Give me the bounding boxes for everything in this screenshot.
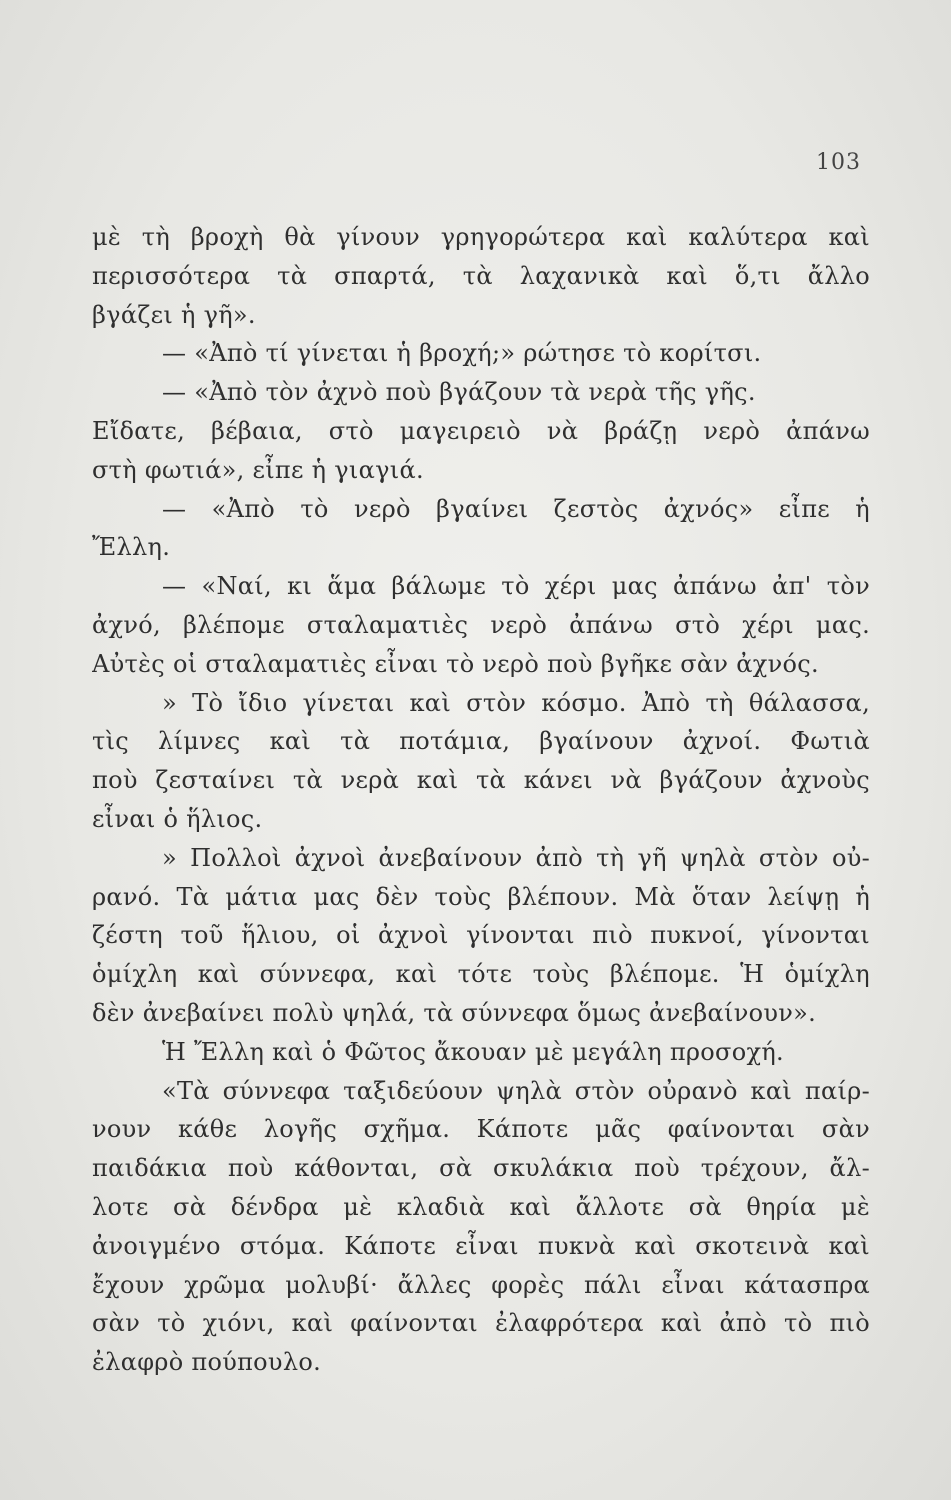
- page-number: 103: [816, 150, 861, 175]
- text-line: Αὐτὲς οἱ σταλαματιὲς εἶναι τὸ νερὸ ποὺ βγῆκε σὰν ἀχνός.: [92, 649, 819, 678]
- text-line: — «Ἀπὸ τὸ νερὸ βγαίνει ζεστὸς ἀχνός» εἶπε ἡ: [162, 494, 870, 523]
- text-line: ἀχνό, βλέπομε σταλαματιὲς νερὸ ἀπάνω στὸ χέρι μας.: [92, 610, 870, 639]
- text-line: περισσότερα τὰ σπαρτά, τὰ λαχανικὰ καὶ ὅ,τι ἄλλο: [92, 261, 870, 290]
- text-line: — «Ἀπὸ τί γίνεται ἡ βροχή;» ρώτησε τὸ κορίτσι.: [162, 339, 762, 368]
- text-line: δὲν ἀνεβαίνει πολὺ ψηλά, τὰ σύννεφα ὅμως ἀνεβαίνουν».: [92, 998, 817, 1027]
- text-line: ρανό. Τὰ μάτια μας δὲν τοὺς βλέπουν. Μὰ ὅταν λείψῃ ἡ: [92, 882, 870, 911]
- text-line: ἐλαφρὸ πούπουλο.: [92, 1348, 322, 1377]
- text-line: βγάζει ἡ γῆ».: [92, 300, 256, 329]
- text-line: ἔχουν χρῶμα μολυβί· ἄλλες φορὲς πάλι εἶναι κάτασπρα: [92, 1270, 870, 1299]
- text-line: στὴ φωτιά», εἶπε ἡ γιαγιά.: [92, 455, 424, 484]
- text-line: «Τὰ σύννεφα ταξιδεύουν ψηλὰ στὸν οὐρανὸ καὶ παίρ-: [162, 1076, 870, 1105]
- text-line: Ἔλλη.: [92, 533, 171, 562]
- text-line: ποὺ ζεσταίνει τὰ νερὰ καὶ τὰ κάνει νὰ βγάζουν ἀχνοὺς: [92, 766, 870, 795]
- text-line: » Πολλοὶ ἀχνοὶ ἀνεβαίνουν ἀπὸ τὴ γῆ ψηλὰ στὸν οὐ-: [162, 843, 870, 872]
- text-line: Ἡ Ἔλλη καὶ ὁ Φῶτος ἄκουαν μὲ μεγάλη προσοχή.: [162, 1037, 784, 1066]
- body-text: [92, 218, 870, 1382]
- text-line: μὲ τὴ βροχὴ θὰ γίνουν γρηγορώτερα καὶ καλύτερα καὶ: [92, 223, 870, 251]
- text-line: νουν κάθε λογῆς σχῆμα. Κάποτε μᾶς φαίνονται σὰν: [92, 1115, 870, 1144]
- text-line: — «Ναί, κι ἅμα βάλωμε τὸ χέρι μας ἀπάνω ἀπ' τὸν: [162, 572, 870, 601]
- text-line: σὰν τὸ χιόνι, καὶ φαίνονται ἐλαφρότερα καὶ ἀπὸ τὸ πιὸ: [92, 1309, 870, 1338]
- text-line: παιδάκια ποὺ κάθονται, σὰ σκυλάκια ποὺ τρέχουν, ἄλ-: [92, 1154, 870, 1183]
- text-line: ὁμίχλη καὶ σύννεφα, καὶ τότε τοὺς βλέπομε. Ἡ ὁμίχλη: [92, 960, 870, 989]
- text-line: — «Ἀπὸ τὸν ἀχνὸ ποὺ βγάζουν τὰ νερὰ τῆς γῆς.: [162, 378, 756, 407]
- text-line: τὶς λίμνες καὶ τὰ ποτάμια, βγαίνουν ἀχνοί. Φωτιὰ: [92, 727, 870, 756]
- text-line: » Τὸ ἴδιο γίνεται καὶ στὸν κόσμο. Ἀπὸ τὴ θάλασσα,: [162, 688, 870, 717]
- text-line: Εἴδατε, βέβαια, στὸ μαγειρειὸ νὰ βράζῃ νερὸ ἀπάνω: [92, 416, 870, 445]
- text-line: ζέστη τοῦ ἥλιου, οἱ ἀχνοὶ γίνονται πιὸ πυκνοί, γίνονται: [92, 921, 870, 950]
- text-line: λοτε σὰ δένδρα μὲ κλαδιὰ καὶ ἄλλοτε σὰ θηρία μὲ: [92, 1192, 870, 1221]
- text-line: εἶναι ὁ ἥλιος.: [92, 804, 263, 833]
- text-line: ἀνοιγμένο στόμα. Κάποτε εἶναι πυκνὰ καὶ σκοτεινὰ καὶ: [92, 1231, 870, 1260]
